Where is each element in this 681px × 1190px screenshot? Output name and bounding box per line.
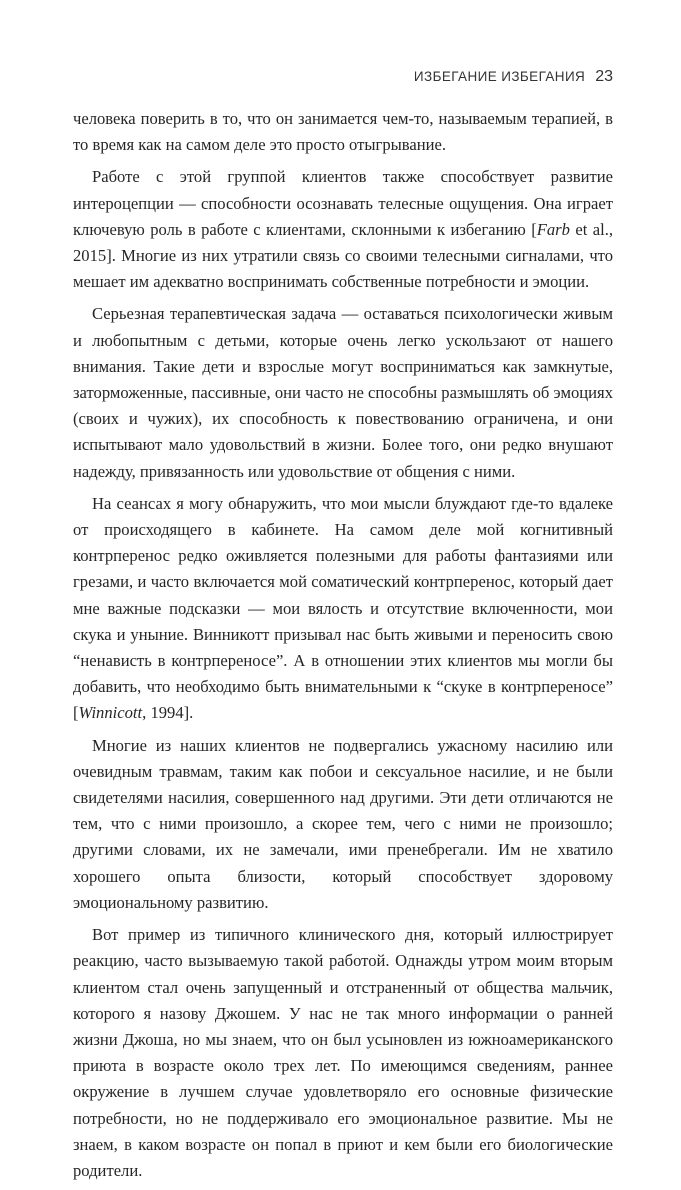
- running-title: ИЗБЕГАНИЕ ИЗБЕГАНИЯ: [413, 69, 586, 84]
- paragraph-4-text-before: На сеансах я могу обнаружить, что мои мысли блуждают где-то вдалеке от происходящего в кабинете. На самом деле мой когнитивный контрперенос редко оживляется полезными для работы фантазиями или грезами, и часто включается мой соматический контрперенос, который дает мне важные подсказки — мои вялость и отсутствие включенности, мои скука и уныние. Винникотт призывал нас быть живыми и переносить свою “ненависть в контрпереносе”. А в отношении этих клиентов мы могли бы добавить, что необходимо быть внимательными к “скуке в контрпереносе” [: [73, 493, 613, 723]
- body-text: [73, 106, 613, 1190]
- paragraph-1: [73, 106, 613, 158]
- citation-author-farb: Farb: [536, 219, 570, 239]
- paragraph-1-text: человека поверить в то, что он занимается чем-то, называемым терапией, в то время как на самом деле это просто отыгрывание.: [73, 109, 613, 155]
- paragraph-6-text: Вот пример из типичного клинического дня, который иллюстрирует реакцию, часто вызываемую такой работой. Однажды утром моим вторым клиентом стал очень запущенный и отстраненный от общества мальчик, которого я назову Джошем. У нас не так много информации о ранней жизни Джоша, но мы знаем, что он был усыновлен из южноамериканского приюта в возрасте около трех лет. По имеющимся сведениям, раннее окружение в лучшем случае удовлетворяло его основные физические потребности, но не поддерживало его эмоциональное развитие. Мы не знаем, в каком возрасте он попал в приют и кем были его биологические родители.: [73, 925, 613, 1180]
- paragraph-2-text-after: et al., 2015]. Многие из них утратили связь со своими телесными сигналами, что мешает им адекватно воспринимать собственные потребности и эмоции.: [73, 219, 614, 292]
- paragraph-5-text: Многие из наших клиентов не подвергались ужасному насилию или очевидным травмам, таким как побои и сексуальное насилие, и не были свидетелями насилия, совершенного над другими. Эти дети отличаются не тем, что с ними произошло, а скорее тем, чего с ними не произошло; другими словами, их не замечали, ими пренебрегали. Им не хватило хорошего опыта близости, который способствует здоровому эмоциональному развитию.: [73, 735, 613, 912]
- paragraph-5: [73, 733, 613, 916]
- page-number: 23: [595, 68, 613, 85]
- running-header: [73, 68, 613, 86]
- paragraph-4-text-after: , 1994].: [142, 703, 194, 723]
- paragraph-2-text-before: Работе с этой группой клиентов также способствует развитие интероцепции — способности осознавать телесные ощущения. Она играет ключевую роль в работе с клиентами, склонными к избеганию [: [73, 167, 613, 239]
- citation-author-winnicott: Winnicott: [78, 703, 143, 723]
- paragraph-6: [73, 922, 613, 1184]
- paragraph-3-text: Серьезная терапевтическая задача — оставаться психологически живым и любопытным с детьми, которые очень легко ускользают от нашего внимания. Такие дети и взрослые могут восприниматься как замкнутые, заторможенные, пассивные, они часто не способны размышлять об эмоциях (своих и чужих), их способность к повествованию ограничена, и они испытывают мало удовольствий в жизни. Более того, они редко внушают надежду, привязанность или удовольствие от общения с ними.: [73, 304, 613, 481]
- paragraph-4: [73, 491, 613, 727]
- paragraph-3: [73, 301, 613, 484]
- paragraph-2: [73, 164, 613, 295]
